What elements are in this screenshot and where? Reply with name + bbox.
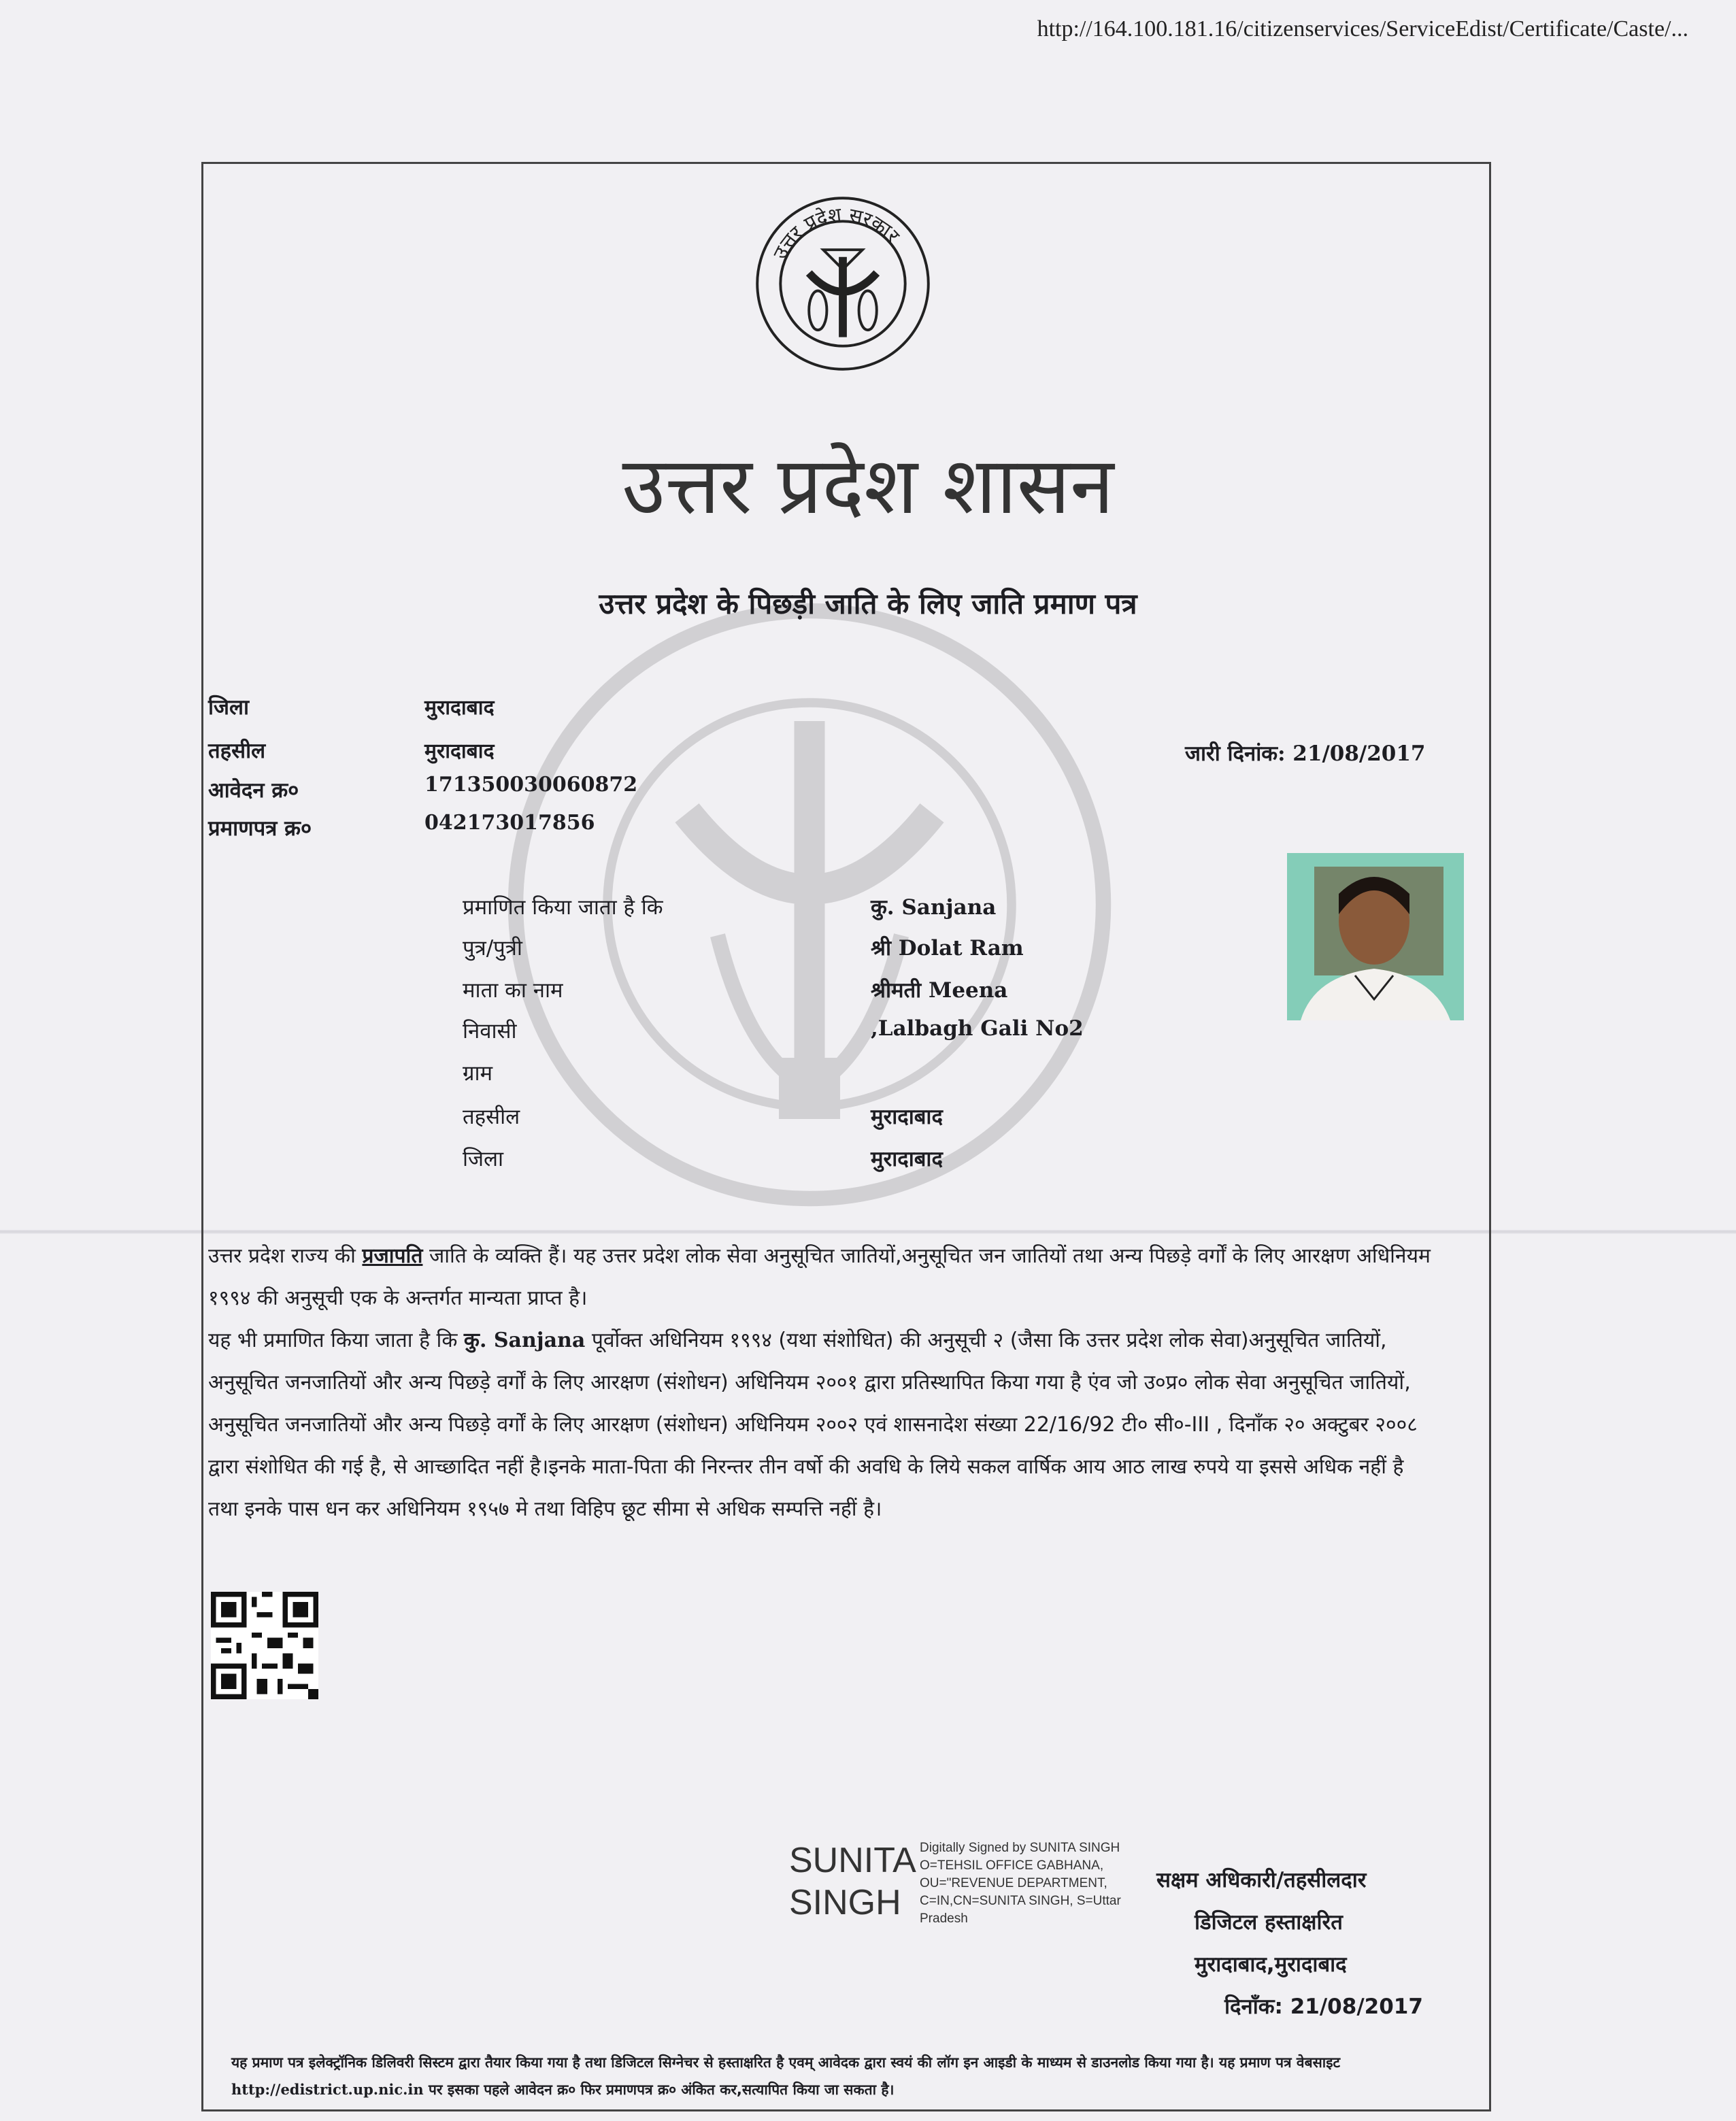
certificate-no-label: प्रमाणपत्र क्र०	[208, 816, 312, 841]
district-value: मुरादाबाद	[424, 696, 495, 720]
tehsil-label: तहसील	[208, 739, 266, 763]
footer-before: यह प्रमाण पत्र इलेक्ट्रॉनिक डिलिवरी सिस्टम द्वारा तैयार किया गया है तथा डिजिटल सिग्नेचर से हस्ताक्षरित है एवम् आवेदक द्वारा स्वयं की लॉग इन आइडी के माध्यम से डाउनलोड किया गया है। यह प्रमाण पत्र वेबसाइट	[231, 2054, 1341, 2071]
emblem-text: उत्तर प्रदेश सरकार	[768, 202, 905, 263]
cert-district-value: मुरादाबाद	[871, 1147, 943, 1171]
tehsil-value: मुरादाबाद	[424, 739, 495, 763]
officer-designation: सक्षम अधिकारी/तहसीलदार	[1156, 1868, 1367, 1892]
digitally-signed-label: डिजिटल हस्ताक्षरित	[1195, 1910, 1343, 1935]
paragraph-caste	[208, 1235, 1433, 1320]
p2-after: पूर्वोक्त अधिनियम १९९४ (यथा संशोधित) की अनुसूची २ (जैसा कि उत्तर प्रदेश लोक सेवा)अनुसूचित जातियों, अनुसूचित जनजातियों और अन्य पिछड़े वर्गों के लिए आरक्षण (संशोधन) अधिनियम २००१ द्वारा प्रतिस्थापित किया गया है एंव जो उ०प्र० लोक सेवा अनुसूचित जातियों, अनुसूचित जनजातियों और अन्य पिछड़े वर्गों के लिए आरक्षण (संशोधन) अधिनियम २००२ एवं शासनादेश संख्या 22/16/92 टी० सी०-III , दिनाँक २० अक्टुबर २००८ द्वारा संशोधित की गई है, से आच्छादित नहीं है।इनके माता-पिता की निरन्तर तीन वर्षो की अवधि के लिये सकल वार्षिक आय आठ लाख रुपये या इससे अधिक नहीं है तथा इनके पास धन कर अधिनियम १९५७ मे तथा विहिप छूट सीमा से अधिक सम्पत्ति नहीं है।	[208, 1329, 1418, 1521]
issue-date: जारी दिनांक: 21/08/2017	[1185, 741, 1426, 766]
signature-details: Digitally Signed by SUNITA SINGH O=TEHSIL OFFICE GABHANA, OU="REVENUE DEPARTMENT, C=IN,CN=SUNITA SINGH, S=Uttar Pradesh	[920, 1841, 1121, 1926]
officer-location: मुरादाबाद,मुरादाबाद	[1195, 1952, 1347, 1977]
cert-tehsil-label: तहसील	[463, 1105, 520, 1129]
cert-district-label: जिला	[463, 1147, 504, 1171]
applicant-name: कु. Sanjana	[871, 895, 997, 920]
cert-tehsil-value: मुरादाबाद	[871, 1105, 943, 1129]
qr-code	[211, 1592, 318, 1699]
mother-name: श्रीमती Meena	[871, 978, 1008, 1003]
footer-link[interactable]: http://edistrict.up.nic.in	[231, 2081, 424, 2098]
application-no-value: 171350030060872	[424, 773, 638, 797]
caste-name: प्रजापति	[362, 1244, 423, 1268]
application-no-label: आवेदन क्र०	[208, 778, 299, 803]
footer-note	[231, 2049, 1456, 2103]
footer-after: पर इसका पहले आवेदन क्र० फिर प्रमाणपत्र क्र० अंकित कर,सत्यापित किया जा सकता है।	[423, 2082, 895, 2098]
signature-name-line2: SINGH	[789, 1883, 901, 1922]
up-government-emblem	[754, 195, 932, 373]
village-label: ग्राम	[463, 1061, 493, 1086]
applicant-photo	[1287, 853, 1464, 1020]
page-title: उत्तर प्रदेश शासन	[622, 440, 1114, 532]
certificate-no-value: 042173017856	[424, 811, 595, 835]
p1-after: जाति के व्यक्ति हैं। यह उत्तर प्रदेश लोक सेवा अनुसूचित जातियों,अनुसूचित जन जातियों तथा अन्य पिछड़े वर्गों के लिए आरक्षण अधिनियम १९९४ की अनुसूची एक के अन्तर्गत मान्यता प्राप्त है।	[208, 1244, 1431, 1310]
signature-date: दिनाँक: 21/08/2017	[1224, 1994, 1423, 2019]
p1-before: उत्तर प्रदेश राज्य की	[208, 1244, 363, 1268]
p2-name: कु. Sanjana	[463, 1329, 586, 1352]
mother-label: माता का नाम	[463, 978, 563, 1003]
parent-label: पुत्र/पुत्री	[463, 936, 522, 961]
signature-name	[789, 1839, 916, 1924]
svg-text:उत्तर प्रदेश सरकार	[768, 203, 905, 263]
parent-name: श्री Dolat Ram	[871, 936, 1024, 961]
url-header: http://164.100.181.16/citizenservices/ServiceEdist/Certificate/Caste/...	[1037, 16, 1688, 41]
certificate-subtitle: उत्तर प्रदेश के पिछड़ी जाति के लिए जाति प्रमाण पत्र	[599, 587, 1137, 620]
resident-value: ,Lalbagh Gali No2	[871, 1016, 1084, 1041]
p2-before: यह भी प्रमाणित किया जाता है कि	[208, 1329, 464, 1352]
district-label: जिला	[208, 695, 250, 720]
signature-name-line1: SUNITA	[789, 1841, 916, 1880]
certify-intro-label: प्रमाणित किया जाता है कि	[463, 895, 663, 920]
paragraph-certification	[208, 1320, 1433, 1531]
resident-label: निवासी	[463, 1019, 517, 1043]
